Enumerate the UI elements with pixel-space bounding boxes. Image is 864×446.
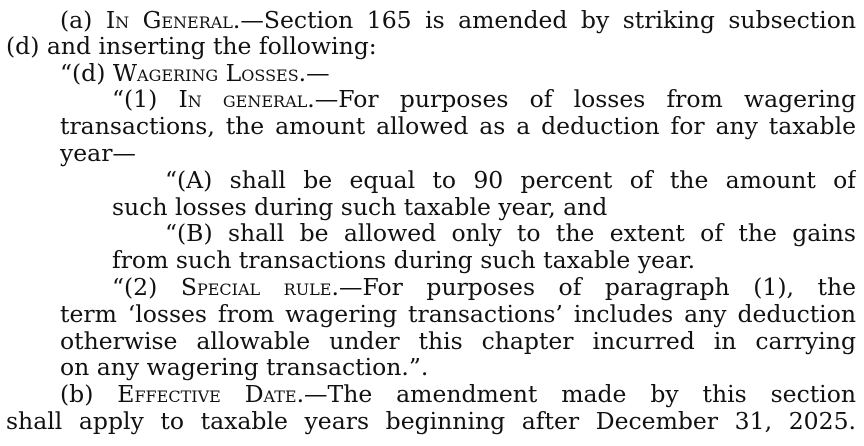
- subsection-a-line-1: [60, 7, 856, 34]
- subsection-a-marker: (a): [60, 7, 93, 34]
- subsection-a-heading: In General.: [105, 7, 241, 34]
- subsection-b-heading: Effective Date.: [117, 381, 305, 408]
- paragraph-1-line-3: year—: [60, 139, 136, 167]
- subparagraph-A-line-1: “(A) shall be equal to 90 percent of the amount of: [165, 167, 856, 194]
- paragraph-2-marker: “(2): [112, 274, 158, 301]
- subparagraph-B-line-2: from such transactions during such taxable year.: [112, 246, 696, 274]
- new-subsection-d-marker: “(d): [60, 59, 106, 87]
- subsection-b-text: —The amendment made by this section: [304, 381, 856, 408]
- paragraph-1-line-2: transactions, the amount allowed as a deduction for any taxable: [60, 113, 856, 140]
- subsection-b-line-2: shall apply to taxable years beginning after December 31, 2025.: [6, 408, 856, 435]
- subsection-a-line-2: (d) and inserting the following:: [6, 32, 377, 60]
- paragraph-2-line-4: on any wagering transaction.”.: [60, 353, 429, 381]
- paragraph-2-line-2: term ‘losses from wagering transactions’ includes any deduction: [60, 301, 856, 328]
- paragraph-2-text: —For purposes of paragraph (1), the: [338, 274, 856, 301]
- paragraph-1-marker: “(1): [112, 86, 158, 113]
- new-subsection-d-dash: —: [306, 59, 330, 87]
- paragraph-2-line-3: otherwise allowable under this chapter incurred in carrying: [60, 328, 856, 355]
- subparagraph-A-line-2: such losses during such taxable year, and: [112, 193, 608, 221]
- new-subsection-d-heading-line: [60, 60, 330, 87]
- subparagraph-B-line-1: “(B) shall be allowed only to the extent of the gains: [165, 220, 856, 247]
- paragraph-1-text: —For purposes of losses from wagering: [314, 86, 856, 113]
- paragraph-2-line-1: [112, 274, 856, 301]
- subsection-a-text: —Section 165 is amended by striking subsection: [240, 7, 856, 34]
- subsection-b-marker: (b): [60, 381, 94, 408]
- paragraph-2-heading: Special rule.: [180, 274, 339, 301]
- new-subsection-d-heading: Wagering Losses.: [112, 59, 307, 87]
- paragraph-1-line-1: [112, 86, 856, 113]
- paragraph-1-heading: In general.: [178, 86, 315, 113]
- subsection-b-line-1: [60, 381, 856, 408]
